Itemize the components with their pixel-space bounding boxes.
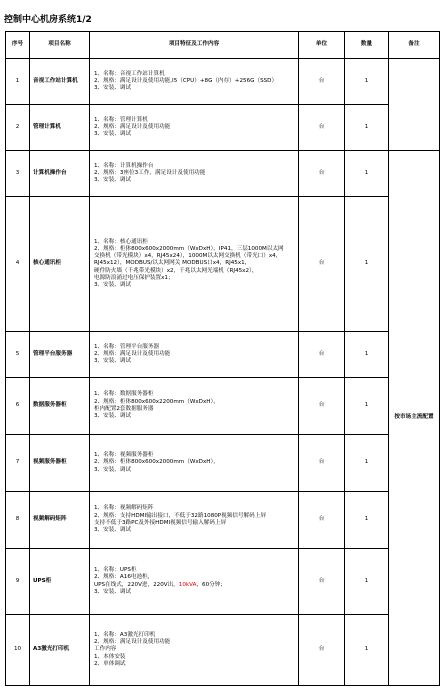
- table-row: [6, 151, 440, 197]
- row-spec: [90, 59, 299, 105]
- table-row: [6, 549, 440, 615]
- row-seq: 9: [6, 549, 30, 615]
- header-name: 项目名称: [30, 32, 90, 59]
- spec-line: 2、规格：满足设计及使用功能,I5（CPU）+8G（内存）+256G（SSD）: [94, 77, 278, 84]
- row-qty: 1: [345, 105, 389, 151]
- spec-line: 1、名称：计算机操作台: [94, 162, 154, 169]
- row-qty: 1: [345, 549, 389, 615]
- table-row: [6, 435, 440, 492]
- row-unit: 台: [299, 332, 345, 378]
- spec-line: 1、名称：管理计算机: [94, 116, 148, 123]
- row-spec: [90, 378, 299, 435]
- spec-line: RJ45x12），MODBUS/以太网网关 MODBUS口x4，RJ45x1，: [94, 260, 251, 267]
- row-name: 数据服务器柜: [30, 378, 90, 435]
- row-seq: 1: [6, 59, 30, 105]
- row-unit: 台: [299, 105, 345, 151]
- row-unit: 台: [299, 59, 345, 105]
- spec-line: 2、单体调试: [94, 660, 126, 667]
- row-spec: [90, 332, 299, 378]
- row-unit: 台: [299, 549, 345, 615]
- row-seq: 5: [6, 332, 30, 378]
- row-qty: 1: [345, 435, 389, 492]
- row-seq: 6: [6, 378, 30, 435]
- row-unit: 台: [299, 151, 345, 197]
- row-qty: 1: [345, 197, 389, 332]
- spec-line: 1、名称：视频服务器柜: [94, 452, 154, 459]
- spec-line: 2、规格：支持HDMI输出接口，不低于32路1080P视频信号解码上屏: [94, 512, 266, 519]
- spec-line: 2、规格：3座位3工作，满足设计及使用功能: [94, 169, 206, 176]
- row-qty: 1: [345, 492, 389, 549]
- row-seq: 2: [6, 105, 30, 151]
- row-seq: 3: [6, 151, 30, 197]
- spec-line: 2、规格：柜体800x600x2000mm（WxDxH），: [94, 459, 219, 466]
- row-qty: 1: [345, 332, 389, 378]
- row-qty: 1: [345, 59, 389, 105]
- spec-line: 交换机（带光模块）x4，RJ45x24），1000M以太网交换机（带光口）x4，: [94, 253, 282, 260]
- table-row: [6, 59, 440, 105]
- header-seq: 序号: [6, 32, 30, 59]
- row-qty: 1: [345, 378, 389, 435]
- spec-line: 3、安装、调试: [94, 131, 132, 138]
- spec-line: 2、规格：A16电池柜，: [94, 574, 154, 581]
- row-unit: 台: [299, 197, 345, 332]
- spec-line: 1、名称：核心通讯柜: [94, 238, 148, 245]
- header-spec: 项目特征及工作内容: [90, 32, 299, 59]
- row-name: 管理平台服务器: [30, 332, 90, 378]
- row-qty: 1: [345, 151, 389, 197]
- row-spec: [90, 615, 299, 686]
- spec-line: 3、安装、调试: [94, 413, 132, 420]
- row-seq: 7: [6, 435, 30, 492]
- header-qty: 数量: [345, 32, 389, 59]
- row-seq: 4: [6, 197, 30, 332]
- row-spec: [90, 151, 299, 197]
- row-unit: 台: [299, 492, 345, 549]
- spec-line: 电源防浪涌过电压保护装置x1；: [94, 274, 174, 281]
- spec-line: 硬件防火墙（千兆带光模块）x2，千兆以太网光端机（RJ45x2），: [94, 267, 258, 274]
- row-note-top: [389, 59, 440, 151]
- table-row: [6, 332, 440, 378]
- spec-line: 3、安装、调试: [94, 358, 132, 365]
- row-name: 视频解码矩阵: [30, 492, 90, 549]
- spec-line: 1、名称：A3激光打印机: [94, 631, 156, 638]
- spec-line: 柜内配置2套数据服务器: [94, 406, 154, 412]
- header-note: 备注: [389, 32, 440, 59]
- spec-line: 2、规格：满足设计及使用功能: [94, 639, 171, 646]
- table-row: [6, 105, 440, 151]
- row-spec: [90, 492, 299, 549]
- row-spec: [90, 435, 299, 492]
- row-name: 核心通讯柜: [30, 197, 90, 332]
- row-name: 音视工作站计算机: [30, 59, 90, 105]
- row-unit: 台: [299, 615, 345, 686]
- capacity-tail: ，60分钟；: [196, 581, 226, 588]
- spec-line: 1、本体安装: [94, 653, 126, 660]
- row-name: UPS柜: [30, 549, 90, 615]
- table-row: [6, 197, 440, 332]
- table-row: [6, 615, 440, 686]
- spec-line: 支持不低于3路PC及外接HDMI视频信号输入解码上屏: [94, 520, 227, 526]
- spec-table: [5, 31, 440, 686]
- row-note: 按市场主流配置: [389, 151, 440, 686]
- table-header-row: [6, 32, 440, 59]
- spec-line: 3、安装、调试: [94, 282, 132, 289]
- spec-line: 3、安装、调试: [94, 527, 132, 534]
- row-name: 计算机操作台: [30, 151, 90, 197]
- row-spec: [90, 549, 299, 615]
- spec-line: 2、规格：满足设计及使用功能: [94, 350, 171, 357]
- row-name: 管理计算机: [30, 105, 90, 151]
- row-qty: 1: [345, 615, 389, 686]
- spec-line: 2、规格：满足设计及使用功能: [94, 123, 171, 130]
- spec-line: 3、安装、调试: [94, 85, 132, 92]
- row-seq: 8: [6, 492, 30, 549]
- page-title: 控制中心机房系统1/2: [4, 15, 92, 25]
- spec-line: 3、安装、调试: [94, 177, 132, 184]
- capacity-highlight: 10kVA: [178, 581, 197, 588]
- row-spec: [90, 197, 299, 332]
- table-row: [6, 378, 440, 435]
- spec-line: 1、名称：视频解码矩阵: [94, 505, 154, 512]
- row-spec: [90, 105, 299, 151]
- spec-line: 1、名称：音视工作站计算机: [94, 70, 165, 77]
- spec-line: 3、安装、调试: [94, 588, 132, 595]
- spec-line: 2、规格：柜体800x600x2200mm（WxDxH），: [94, 398, 219, 405]
- spec-line: 工作内容: [94, 646, 117, 653]
- row-seq: 10: [6, 615, 30, 686]
- spec-line: 1、名称：数据服务器柜: [94, 391, 154, 398]
- spec-line: 1、名称：UPS柜: [94, 566, 137, 573]
- header-unit: 单位: [299, 32, 345, 59]
- spec-line: 1、名称：管理平台服务器: [94, 343, 160, 350]
- spec-line: UPS在线式，220V进，220V出，10kVA，60分钟；: [94, 581, 226, 588]
- table-row: [6, 492, 440, 549]
- row-unit: 台: [299, 378, 345, 435]
- spec-line: 2、规格：柜体800x600x2000mm（WxDxH），IP41，三层1000M以太网: [94, 245, 284, 252]
- spec-line: 3、安装、调试: [94, 466, 132, 473]
- row-name: A3激光打印机: [30, 615, 90, 686]
- row-unit: 台: [299, 435, 345, 492]
- row-name: 视频服务器柜: [30, 435, 90, 492]
